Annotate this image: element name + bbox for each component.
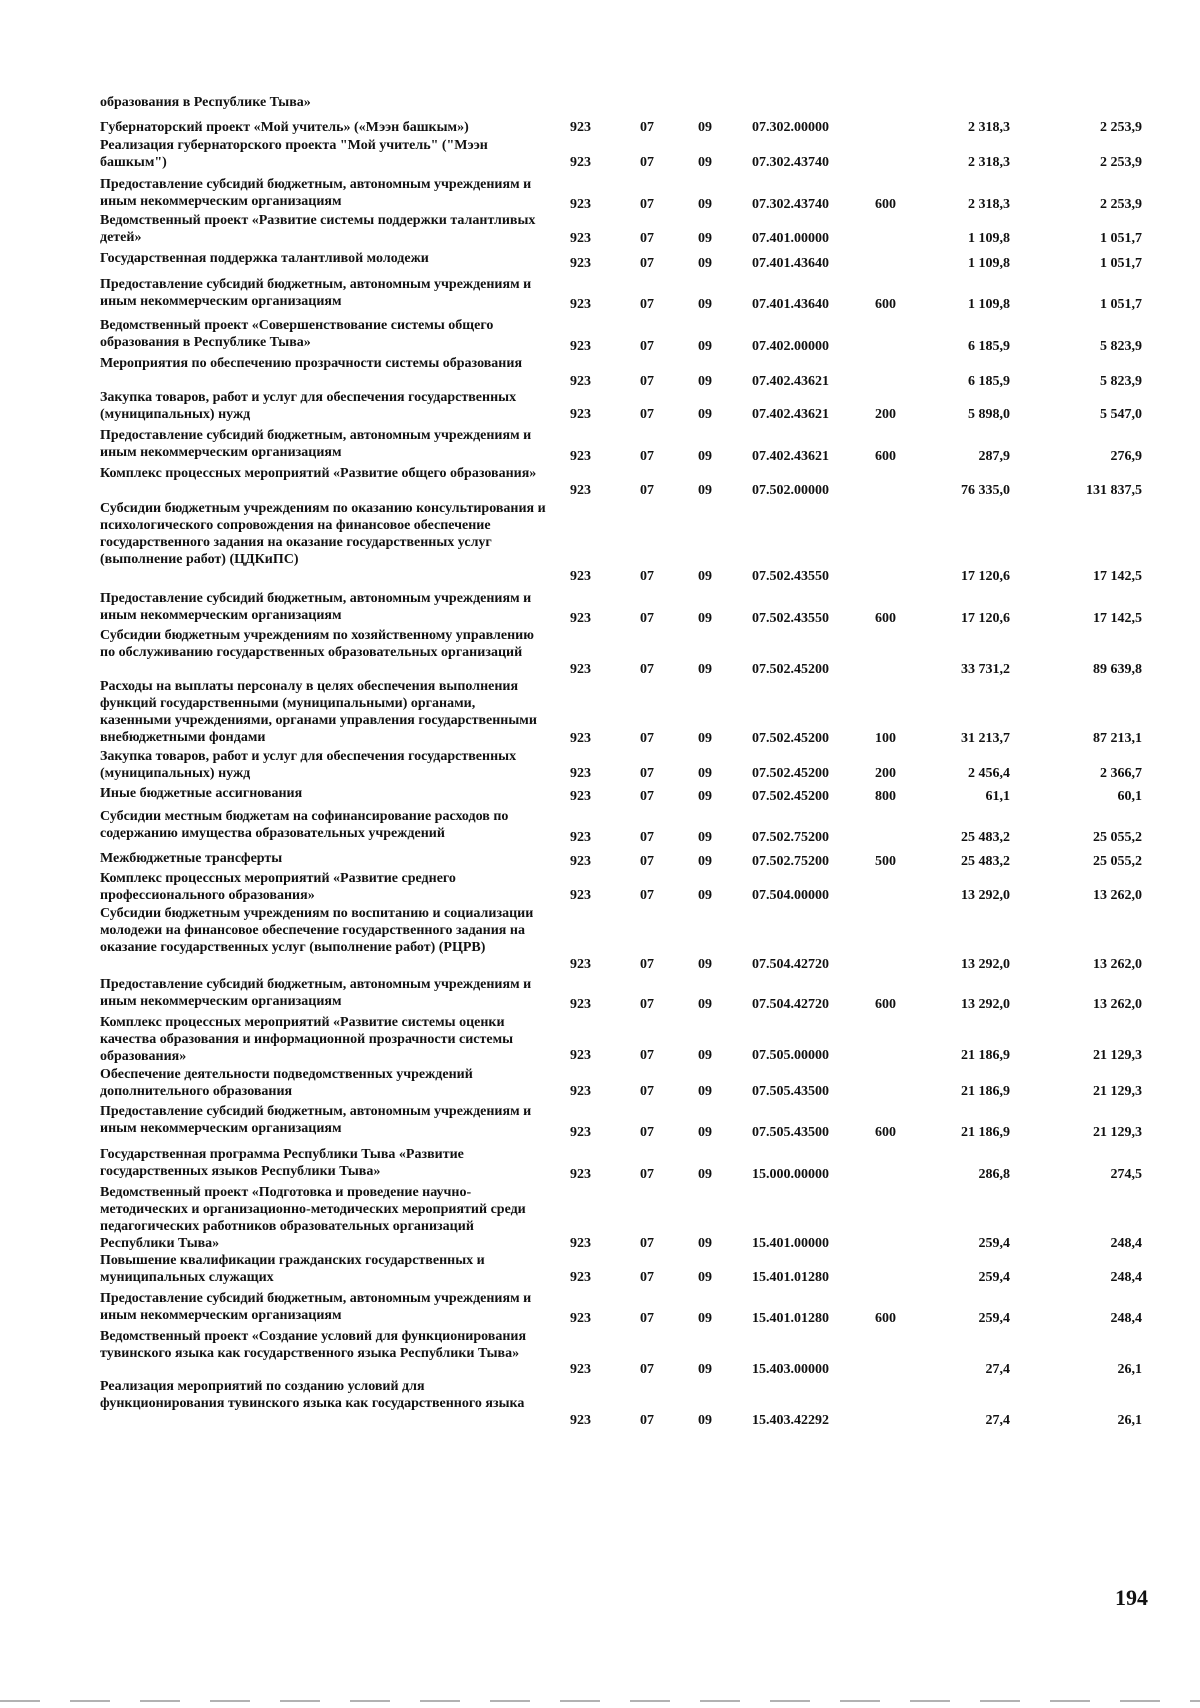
amount-year-1: 76 335,0 (961, 483, 1010, 498)
expense-type-code: 100 (875, 731, 896, 746)
subsection-code: 09 (698, 449, 712, 464)
expense-type-code: 200 (875, 766, 896, 781)
section-code: 07 (640, 854, 654, 869)
subsection-code: 09 (698, 789, 712, 804)
row-name: Предоставление субсидий бюджетным, автономным учреждениям и иным некоммерческим организациям (100, 591, 532, 623)
amount-year-1: 1 109,8 (968, 231, 1010, 246)
subsection-code: 09 (698, 997, 712, 1012)
section-code: 07 (640, 830, 654, 845)
section-code: 07 (640, 957, 654, 972)
expense-type-code: 200 (875, 407, 896, 422)
subsection-code: 09 (698, 1167, 712, 1182)
subsection-code: 09 (698, 731, 712, 746)
row-name: Предоставление субсидий бюджетным, автономным учреждениям и иным некоммерческим организациям (100, 1104, 532, 1136)
subsection-code: 09 (698, 611, 712, 626)
section-code: 07 (640, 1311, 654, 1326)
amount-year-2: 1 051,7 (1100, 256, 1142, 271)
row-name: Комплекс процессных мероприятий «Развитие среднего профессионального образования» (100, 871, 456, 903)
section-code: 07 (640, 611, 654, 626)
amount-year-1: 17 120,6 (961, 569, 1010, 584)
amount-year-2: 1 051,7 (1100, 231, 1142, 246)
row-name: Ведомственный проект «Совершенствование системы общего образования в Республике Тыва» (100, 318, 494, 350)
amount-year-1: 2 318,3 (968, 120, 1010, 135)
section-code: 07 (640, 155, 654, 170)
section-code: 07 (640, 1084, 654, 1099)
amount-year-2: 248,4 (1110, 1270, 1142, 1285)
grbs-code: 923 (570, 1311, 591, 1326)
amount-year-1: 25 483,2 (961, 830, 1010, 845)
amount-year-2: 274,5 (1110, 1167, 1142, 1182)
section-code: 07 (640, 789, 654, 804)
target-article-code: 07.505.43500 (752, 1084, 829, 1099)
subsection-code: 09 (698, 766, 712, 781)
subsection-code: 09 (698, 1125, 712, 1140)
subsection-code: 09 (698, 662, 712, 677)
target-article-code: 07.302.43740 (752, 155, 829, 170)
subsection-code: 09 (698, 569, 712, 584)
section-code: 07 (640, 1048, 654, 1063)
amount-year-2: 26,1 (1117, 1413, 1142, 1428)
amount-year-1: 259,4 (978, 1236, 1010, 1251)
subsection-code: 09 (698, 407, 712, 422)
row-name: Межбюджетные трансферты (100, 851, 283, 866)
row-name: Государственная программа Республики Тыва «Развитие государственных языков Республики Тыва» (100, 1147, 464, 1179)
amount-year-1: 21 186,9 (961, 1125, 1010, 1140)
target-article-code: 15.401.01280 (752, 1311, 829, 1326)
target-article-code: 07.505.00000 (752, 1048, 829, 1063)
subsection-code: 09 (698, 1084, 712, 1099)
target-article-code: 15.401.01280 (752, 1270, 829, 1285)
section-code: 07 (640, 483, 654, 498)
section-code: 07 (640, 888, 654, 903)
expense-type-code: 600 (875, 197, 896, 212)
row-name: Обеспечение деятельности подведомственных учреждений дополнительного образования (100, 1067, 473, 1099)
section-code: 07 (640, 1236, 654, 1251)
continued-row-text: образования в Республике Тыва» (100, 95, 311, 110)
target-article-code: 15.403.42292 (752, 1413, 829, 1428)
grbs-code: 923 (570, 789, 591, 804)
amount-year-2: 25 055,2 (1093, 830, 1142, 845)
target-article-code: 07.502.45200 (752, 766, 829, 781)
subsection-code: 09 (698, 1311, 712, 1326)
grbs-code: 923 (570, 830, 591, 845)
target-article-code: 07.402.00000 (752, 339, 829, 354)
target-article-code: 07.302.43740 (752, 197, 829, 212)
target-article-code: 07.402.43621 (752, 449, 829, 464)
amount-year-1: 25 483,2 (961, 854, 1010, 869)
section-code: 07 (640, 407, 654, 422)
row-name: Мероприятия по обеспечению прозрачности системы образования (100, 356, 523, 371)
amount-year-1: 2 456,4 (968, 766, 1010, 781)
amount-year-2: 1 051,7 (1100, 297, 1142, 312)
section-code: 07 (640, 297, 654, 312)
row-name: Реализация мероприятий по созданию условий для функционирования тувинского языка как государственного языка (100, 1379, 525, 1411)
grbs-code: 923 (570, 731, 591, 746)
target-article-code: 07.401.00000 (752, 231, 829, 246)
grbs-code: 923 (570, 256, 591, 271)
target-article-code: 15.403.00000 (752, 1362, 829, 1377)
expense-type-code: 500 (875, 854, 896, 869)
amount-year-2: 248,4 (1110, 1236, 1142, 1251)
target-article-code: 15.401.00000 (752, 1236, 829, 1251)
amount-year-2: 89 639,8 (1093, 662, 1142, 677)
target-article-code: 07.502.43550 (752, 569, 829, 584)
grbs-code: 923 (570, 1167, 591, 1182)
row-name: Предоставление субсидий бюджетным, автономным учреждениям и иным некоммерческим организациям (100, 1291, 532, 1323)
row-name: Предоставление субсидий бюджетным, автономным учреждениям и иным некоммерческим организациям (100, 177, 532, 209)
target-article-code: 07.401.43640 (752, 256, 829, 271)
subsection-code: 09 (698, 1413, 712, 1428)
target-article-code: 07.502.45200 (752, 662, 829, 677)
section-code: 07 (640, 449, 654, 464)
grbs-code: 923 (570, 374, 591, 389)
target-article-code: 07.402.43621 (752, 407, 829, 422)
grbs-code: 923 (570, 957, 591, 972)
row-name: Закупка товаров, работ и услуг для обеспечения государственных (муниципальных) нужд (100, 390, 517, 422)
expense-type-code: 600 (875, 297, 896, 312)
amount-year-1: 33 731,2 (961, 662, 1010, 677)
target-article-code: 07.504.00000 (752, 888, 829, 903)
amount-year-2: 276,9 (1110, 449, 1142, 464)
row-name: Государственная поддержка талантливой молодежи (100, 251, 429, 266)
amount-year-2: 2 366,7 (1100, 766, 1142, 781)
section-code: 07 (640, 339, 654, 354)
expense-type-code: 600 (875, 997, 896, 1012)
section-code: 07 (640, 1413, 654, 1428)
amount-year-2: 17 142,5 (1093, 611, 1142, 626)
grbs-code: 923 (570, 1048, 591, 1063)
grbs-code: 923 (570, 1236, 591, 1251)
row-name: Ведомственный проект «Развитие системы поддержки талантливых детей» (100, 213, 536, 245)
target-article-code: 07.502.45200 (752, 731, 829, 746)
grbs-code: 923 (570, 1413, 591, 1428)
subsection-code: 09 (698, 374, 712, 389)
target-article-code: 07.505.43500 (752, 1125, 829, 1140)
bottom-rule (0, 1700, 1200, 1702)
amount-year-2: 60,1 (1117, 789, 1142, 804)
row-name: Иные бюджетные ассигнования (100, 786, 303, 801)
subsection-code: 09 (698, 1048, 712, 1063)
section-code: 07 (640, 1167, 654, 1182)
amount-year-2: 2 253,9 (1100, 120, 1142, 135)
row-name: Ведомственный проект «Подготовка и проведение научно-методических и организационно-методических мероприятий среди педагогических работников образовательных организаций Республики Тыва» (100, 1185, 526, 1251)
amount-year-1: 259,4 (978, 1311, 1010, 1326)
grbs-code: 923 (570, 662, 591, 677)
amount-year-2: 25 055,2 (1093, 854, 1142, 869)
grbs-code: 923 (570, 766, 591, 781)
row-name: Ведомственный проект «Создание условий для функционирования тувинского языка как государственного языка Республики Тыва» (100, 1329, 527, 1361)
amount-year-1: 27,4 (985, 1413, 1010, 1428)
row-name: Субсидии бюджетным учреждениям по воспитанию и социализации молодежи на финансовое обеспечение государственного задания на оказание государственных услуг (выполнение работ) (РЦРВ) (100, 906, 534, 955)
page-number: 194 (1115, 1585, 1148, 1610)
subsection-code: 09 (698, 231, 712, 246)
section-code: 07 (640, 120, 654, 135)
grbs-code: 923 (570, 231, 591, 246)
row-name: Комплекс процессных мероприятий «Развитие системы оценки качества образования и информационной прозрачности системы образования» (100, 1015, 514, 1064)
row-name: Субсидии местным бюджетам на софинансирование расходов по содержанию имущества образовательных учреждений (100, 809, 509, 841)
expense-type-code: 600 (875, 449, 896, 464)
target-article-code: 15.000.00000 (752, 1167, 829, 1182)
amount-year-2: 13 262,0 (1093, 888, 1142, 903)
row-name: Субсидии бюджетным учреждениям по хозяйственному управлению по обслуживанию государственных образовательных организаций (100, 628, 534, 660)
target-article-code: 07.502.45200 (752, 789, 829, 804)
subsection-code: 09 (698, 339, 712, 354)
grbs-code: 923 (570, 611, 591, 626)
target-article-code: 07.402.43621 (752, 374, 829, 389)
amount-year-1: 61,1 (985, 789, 1010, 804)
amount-year-2: 26,1 (1117, 1362, 1142, 1377)
section-code: 07 (640, 766, 654, 781)
grbs-code: 923 (570, 120, 591, 135)
row-name: Комплекс процессных мероприятий «Развитие общего образования» (100, 466, 537, 481)
grbs-code: 923 (570, 449, 591, 464)
subsection-code: 09 (698, 830, 712, 845)
subsection-code: 09 (698, 957, 712, 972)
row-name: Субсидии бюджетным учреждениям по оказанию консультирования и психологического сопровождения на финансовое обеспечение государственного задания на оказание государственных услуг (выполнение работ) (ЦДКиПС) (100, 501, 546, 567)
amount-year-1: 1 109,8 (968, 256, 1010, 271)
target-article-code: 07.401.43640 (752, 297, 829, 312)
section-code: 07 (640, 569, 654, 584)
amount-year-1: 17 120,6 (961, 611, 1010, 626)
grbs-code: 923 (570, 1125, 591, 1140)
grbs-code: 923 (570, 888, 591, 903)
amount-year-2: 2 253,9 (1100, 197, 1142, 212)
amount-year-2: 248,4 (1110, 1311, 1142, 1326)
amount-year-2: 131 837,5 (1086, 483, 1142, 498)
amount-year-2: 17 142,5 (1093, 569, 1142, 584)
amount-year-2: 13 262,0 (1093, 997, 1142, 1012)
amount-year-1: 6 185,9 (968, 339, 1010, 354)
amount-year-1: 21 186,9 (961, 1048, 1010, 1063)
section-code: 07 (640, 997, 654, 1012)
grbs-code: 923 (570, 1084, 591, 1099)
amount-year-1: 21 186,9 (961, 1084, 1010, 1099)
subsection-code: 09 (698, 854, 712, 869)
amount-year-1: 31 213,7 (961, 731, 1010, 746)
subsection-code: 09 (698, 483, 712, 498)
amount-year-1: 13 292,0 (961, 888, 1010, 903)
amount-year-2: 2 253,9 (1100, 155, 1142, 170)
amount-year-2: 5 823,9 (1100, 374, 1142, 389)
amount-year-2: 5 823,9 (1100, 339, 1142, 354)
subsection-code: 09 (698, 1362, 712, 1377)
grbs-code: 923 (570, 854, 591, 869)
amount-year-2: 13 262,0 (1093, 957, 1142, 972)
row-name: Повышение квалификации гражданских государственных и муниципальных служащих (100, 1253, 485, 1285)
subsection-code: 09 (698, 1270, 712, 1285)
amount-year-1: 13 292,0 (961, 997, 1010, 1012)
grbs-code: 923 (570, 483, 591, 498)
amount-year-1: 2 318,3 (968, 155, 1010, 170)
amount-year-1: 6 185,9 (968, 374, 1010, 389)
grbs-code: 923 (570, 155, 591, 170)
section-code: 07 (640, 374, 654, 389)
target-article-code: 07.502.75200 (752, 854, 829, 869)
grbs-code: 923 (570, 339, 591, 354)
row-name: Реализация губернаторского проекта "Мой учитель" ("Мээн башкым") (100, 138, 488, 170)
amount-year-1: 287,9 (978, 449, 1010, 464)
target-article-code: 07.502.00000 (752, 483, 829, 498)
subsection-code: 09 (698, 1236, 712, 1251)
target-article-code: 07.502.75200 (752, 830, 829, 845)
subsection-code: 09 (698, 120, 712, 135)
row-name: Предоставление субсидий бюджетным, автономным учреждениям и иным некоммерческим организациям (100, 977, 532, 1009)
amount-year-1: 1 109,8 (968, 297, 1010, 312)
amount-year-2: 21 129,3 (1093, 1125, 1142, 1140)
grbs-code: 923 (570, 1362, 591, 1377)
expense-type-code: 600 (875, 611, 896, 626)
expense-type-code: 600 (875, 1125, 896, 1140)
grbs-code: 923 (570, 407, 591, 422)
section-code: 07 (640, 197, 654, 212)
amount-year-2: 5 547,0 (1100, 407, 1142, 422)
grbs-code: 923 (570, 569, 591, 584)
grbs-code: 923 (570, 197, 591, 212)
section-code: 07 (640, 1270, 654, 1285)
subsection-code: 09 (698, 888, 712, 903)
amount-year-2: 21 129,3 (1093, 1084, 1142, 1099)
amount-year-1: 5 898,0 (968, 407, 1010, 422)
amount-year-1: 2 318,3 (968, 197, 1010, 212)
row-name: Губернаторский проект «Мой учитель» («Мээн башкым») (100, 120, 469, 135)
grbs-code: 923 (570, 297, 591, 312)
subsection-code: 09 (698, 197, 712, 212)
amount-year-1: 259,4 (978, 1270, 1010, 1285)
target-article-code: 07.504.42720 (752, 957, 829, 972)
subsection-code: 09 (698, 155, 712, 170)
section-code: 07 (640, 1125, 654, 1140)
amount-year-1: 13 292,0 (961, 957, 1010, 972)
row-name: Закупка товаров, работ и услуг для обеспечения государственных (муниципальных) нужд (100, 749, 517, 781)
subsection-code: 09 (698, 297, 712, 312)
section-code: 07 (640, 231, 654, 246)
section-code: 07 (640, 256, 654, 271)
expense-type-code: 800 (875, 789, 896, 804)
section-code: 07 (640, 1362, 654, 1377)
row-name: Предоставление субсидий бюджетным, автономным учреждениям и иным некоммерческим организациям (100, 428, 532, 460)
subsection-code: 09 (698, 256, 712, 271)
amount-year-2: 87 213,1 (1093, 731, 1142, 746)
expense-type-code: 600 (875, 1311, 896, 1326)
amount-year-1: 286,8 (978, 1167, 1010, 1182)
section-code: 07 (640, 662, 654, 677)
row-name: Предоставление субсидий бюджетным, автономным учреждениям и иным некоммерческим организациям (100, 277, 532, 309)
amount-year-2: 21 129,3 (1093, 1048, 1142, 1063)
target-article-code: 07.504.42720 (752, 997, 829, 1012)
grbs-code: 923 (570, 1270, 591, 1285)
row-name: Расходы на выплаты персоналу в целях обеспечения выполнения функций государственными (муниципальными) органами, казенными учреждениями, органами управления государственными внебюджетными фондами (100, 679, 537, 745)
amount-year-1: 27,4 (985, 1362, 1010, 1377)
grbs-code: 923 (570, 997, 591, 1012)
target-article-code: 07.302.00000 (752, 120, 829, 135)
section-code: 07 (640, 731, 654, 746)
target-article-code: 07.502.43550 (752, 611, 829, 626)
